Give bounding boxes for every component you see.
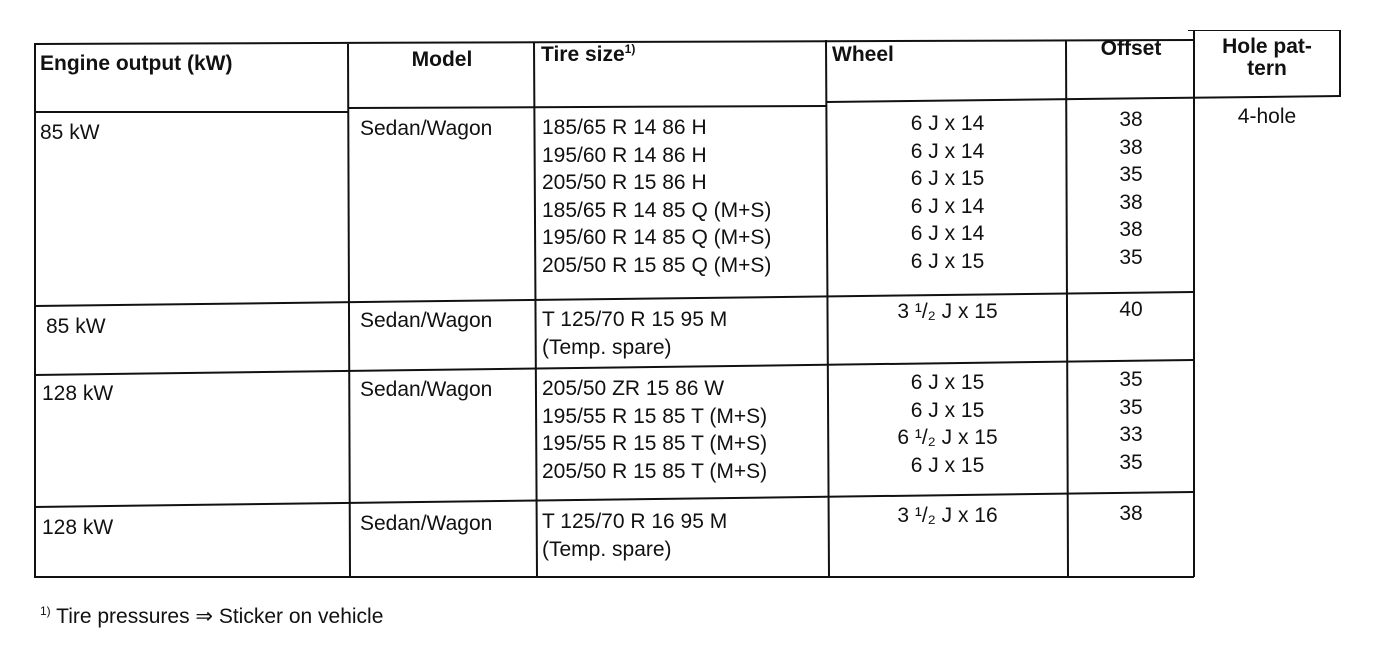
header-tire-footnote-marker: 1) xyxy=(624,42,636,56)
header-tire-size xyxy=(541,44,635,66)
row-4-tire-1: T 125/70 R 16 95 M xyxy=(542,510,728,533)
row-1-tire-2: 195/60 R 14 86 H xyxy=(542,143,707,167)
row-3-wheel-2: 6 J x 15 xyxy=(910,398,985,422)
row-3-tire-4: 205/50 R 15 85 T (M+S) xyxy=(542,459,768,483)
row-3-offset-4: 35 xyxy=(1119,450,1143,474)
header-hole-pattern-line2: tern xyxy=(1247,57,1287,80)
row-3-tire-1: 205/50 ZR 15 86 W xyxy=(542,377,725,400)
row-3-model: Sedan/Wagon xyxy=(360,378,493,401)
header-hole-pattern-line1: Hole pat- xyxy=(1222,35,1312,58)
row-2-tire-2: (Temp. spare) xyxy=(542,335,672,359)
row-1-wheels xyxy=(829,110,1066,275)
row-1-tire-1: 185/65 R 14 86 H xyxy=(542,116,707,139)
row-1-wheel-4: 6 J x 14 xyxy=(910,194,985,218)
row-3-wheel-3: 6 ¹/₂ J x 15 xyxy=(897,426,998,449)
row-2-tire-1: T 125/70 R 15 95 M xyxy=(542,308,728,331)
row-4-offsets xyxy=(1068,500,1194,528)
row-4-offset-1: 38 xyxy=(1119,502,1143,525)
header-wheel: Wheel xyxy=(832,43,894,66)
row-1-tire-4: 185/65 R 14 85 Q (M+S) xyxy=(542,198,772,222)
row-2-engine: 85 kW xyxy=(46,315,106,338)
row-1-offset-5: 38 xyxy=(1119,218,1143,241)
header-model: Model xyxy=(411,48,473,71)
row-2-offsets xyxy=(1068,296,1194,324)
footnote-marker: 1) xyxy=(40,604,51,618)
row-4-tires xyxy=(542,508,727,563)
header-offset: Offset xyxy=(1100,37,1162,60)
row-1-wheel-6: 6 J x 15 xyxy=(910,249,985,273)
hole-pattern-value: 4-hole xyxy=(1237,105,1297,128)
row-1-wheel-3: 6 J x 15 xyxy=(910,167,985,190)
row-3-offset-2: 35 xyxy=(1119,395,1143,419)
header-hole-pattern xyxy=(1194,36,1340,80)
row-1-tire-6: 205/50 R 15 85 Q (M+S) xyxy=(542,253,772,277)
row-2-offset-1: 40 xyxy=(1119,298,1143,321)
row-3-wheel-4: 6 J x 15 xyxy=(910,453,985,477)
footnote xyxy=(40,604,383,629)
row-1-model: Sedan/Wagon xyxy=(360,117,493,140)
row-4-model: Sedan/Wagon xyxy=(360,512,493,535)
row-1-engine: 85 kW xyxy=(40,121,100,144)
tire-specification-table xyxy=(34,30,1341,578)
row-4-wheel-1: 3 ¹/₂ J x 16 xyxy=(897,504,998,527)
row-3-wheel-1: 6 J x 15 xyxy=(910,371,985,394)
row-3-engine: 128 kW xyxy=(42,382,114,405)
row-3-tires xyxy=(542,375,767,485)
row-2-model: Sedan/Wagon xyxy=(360,309,493,332)
row-1-offset-1: 38 xyxy=(1119,108,1143,131)
row-1-offset-6: 35 xyxy=(1119,245,1143,269)
row-3-offsets xyxy=(1068,366,1194,476)
row-1-wheel-5: 6 J x 14 xyxy=(910,222,985,245)
row-3-offset-1: 35 xyxy=(1119,368,1143,391)
row-1-offsets xyxy=(1068,106,1194,271)
row-1-tire-5: 195/60 R 14 85 Q (M+S) xyxy=(542,226,772,249)
row-1-tire-3: 205/50 R 15 86 H xyxy=(542,171,707,194)
footnote-text: Tire pressures ⇒ Sticker on vehicle xyxy=(56,605,384,628)
row-1-offset-2: 38 xyxy=(1119,135,1143,159)
row-1-wheel-1: 6 J x 14 xyxy=(910,112,985,135)
row-3-offset-3: 33 xyxy=(1119,423,1143,446)
row-1-wheel-2: 6 J x 14 xyxy=(910,139,985,163)
row-1-offset-4: 38 xyxy=(1119,190,1143,214)
row-1-offset-3: 35 xyxy=(1119,163,1143,186)
row-4-engine: 128 kW xyxy=(42,516,114,539)
row-2-tires xyxy=(542,306,727,361)
row-1-tires xyxy=(542,114,771,279)
row-3-tire-3: 195/55 R 15 85 T (M+S) xyxy=(542,432,768,455)
row-2-wheel-1: 3 ¹/₂ J x 15 xyxy=(897,300,998,323)
row-3-tire-2: 195/55 R 15 85 T (M+S) xyxy=(542,404,768,428)
row-4-tire-2: (Temp. spare) xyxy=(542,537,672,561)
row-2-wheels xyxy=(829,298,1066,326)
header-engine-output: Engine output (kW) xyxy=(40,52,233,75)
row-3-wheels xyxy=(829,369,1066,479)
row-4-wheels xyxy=(829,502,1066,530)
header-tire-size-label: Tire size xyxy=(541,43,625,66)
